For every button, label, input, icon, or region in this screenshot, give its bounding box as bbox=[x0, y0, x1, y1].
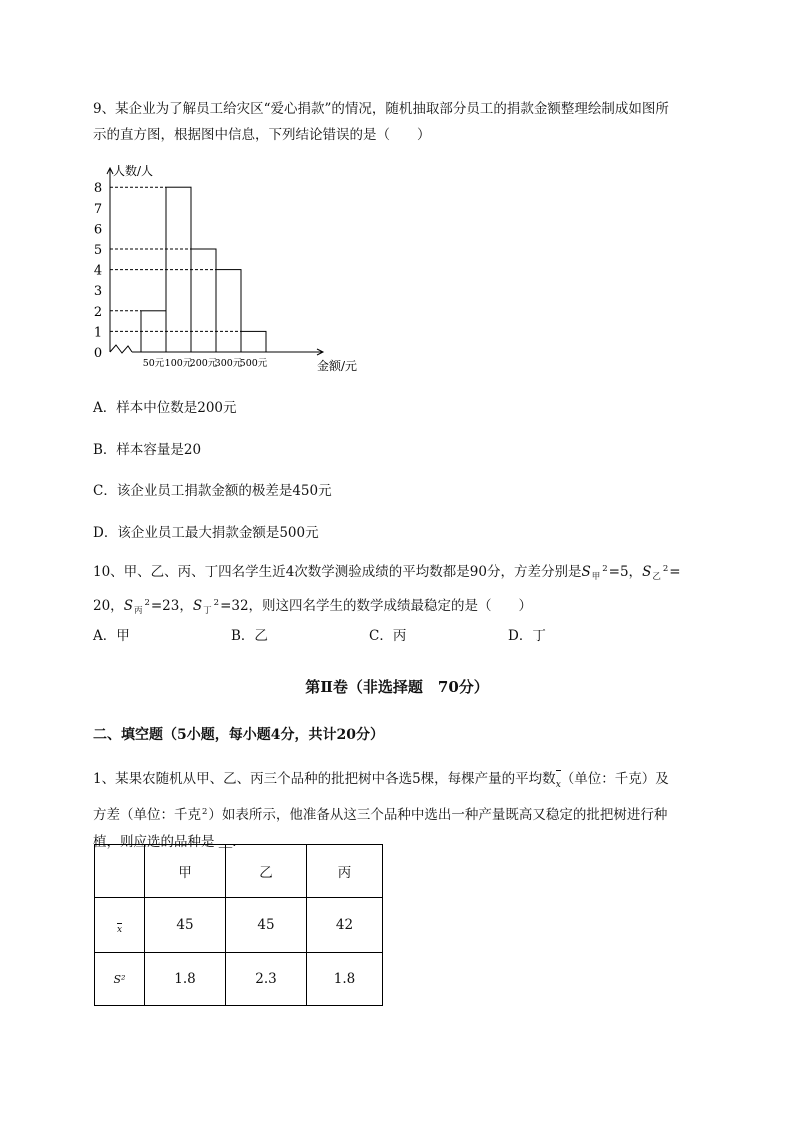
y-tick-label: 1 bbox=[93, 325, 103, 341]
histogram-bar bbox=[241, 331, 266, 352]
section-heading: 二、填空题（5小题，每小题4分，共计20分） bbox=[93, 727, 384, 743]
variance-label: S² bbox=[113, 973, 126, 986]
x-bar-symbol: x bbox=[556, 772, 561, 799]
table-corner-cell bbox=[95, 845, 145, 898]
y-tick-label: 5 bbox=[93, 243, 103, 258]
table-row-mean bbox=[95, 898, 383, 953]
q9-line2: 示的直方图，根据图中信息，下列结论错误的是（ ） bbox=[93, 127, 431, 143]
data-table bbox=[94, 844, 383, 1006]
var-jia: 1.8 bbox=[145, 953, 226, 1006]
q9-option-c: C．该企业员工捐款金额的极差是450元 bbox=[93, 483, 332, 499]
mean-bing: 42 bbox=[307, 898, 383, 953]
histogram-bar bbox=[216, 270, 241, 352]
x-tick-label: 50元 bbox=[142, 358, 165, 369]
fill1-line3: 植，则应选的品种是 ＿． bbox=[93, 834, 246, 850]
q9-option-d: D．该企业员工最大捐款金额是500元 bbox=[93, 524, 319, 541]
mean-yi: 45 bbox=[226, 898, 307, 953]
y-tick-label: 6 bbox=[93, 222, 103, 238]
table-header-bing: 丙 bbox=[307, 845, 383, 898]
y-tick-label: 0 bbox=[93, 346, 103, 361]
q10-line2: 20，$S_丙^2=23$，$S_丁^2=32$，则这四名学生的数学成绩最稳定的是（ ） bbox=[93, 598, 533, 616]
x-tick-label: 500元 bbox=[239, 358, 268, 369]
question-10 bbox=[93, 556, 733, 624]
x-tick-label: 100元 bbox=[164, 358, 193, 369]
fill-question-1 bbox=[93, 766, 733, 856]
y-tick-label: 7 bbox=[93, 201, 103, 217]
q9-option-a: A．样本中位数是200元 bbox=[93, 400, 237, 416]
var-yi: 2.3 bbox=[226, 953, 307, 1006]
histogram-chart bbox=[88, 160, 378, 375]
q10-option-d: D．丁 bbox=[508, 628, 546, 644]
y-axis-label: 人数/人 bbox=[113, 164, 154, 178]
axis-break-mark bbox=[110, 345, 132, 353]
q10-line1: 10、甲、乙、丙、丁四名学生近4次数学测验成绩的平均数都是90分，方差分别是$S_甲^2=5$，$S_乙^2=$ bbox=[93, 564, 681, 582]
table-row-variance bbox=[95, 953, 383, 1006]
histogram-bar bbox=[191, 249, 216, 352]
mean-label-cell bbox=[95, 898, 145, 953]
y-tick-label: 8 bbox=[93, 181, 103, 197]
var-bing: 1.8 bbox=[307, 953, 383, 1006]
x-axis-label: 金额/元 bbox=[317, 359, 358, 373]
y-tick-label: 4 bbox=[93, 263, 103, 279]
x-tick-label: 200元 bbox=[189, 358, 218, 369]
table-header-yi: 乙 bbox=[226, 845, 307, 898]
q9-line1: 9、某企业为了解员工给灾区“爱心捐款”的情况，随机抽取部分员工的捐款金额整理绘制成如图所 bbox=[93, 101, 669, 117]
mean-label: x bbox=[116, 924, 123, 935]
y-tick-label: 3 bbox=[93, 284, 103, 300]
mean-jia: 45 bbox=[145, 898, 226, 953]
part2-title: 第Ⅱ卷（非选择题 70分） bbox=[305, 678, 489, 696]
q9-option-b: B．样本容量是20 bbox=[93, 441, 202, 458]
q9-options bbox=[93, 388, 733, 554]
y-tick-label: 2 bbox=[93, 304, 103, 320]
table-header-jia: 甲 bbox=[145, 845, 226, 898]
variance-label-cell bbox=[95, 953, 145, 1006]
q10-option-c: C．丙 bbox=[369, 628, 407, 644]
table-header-row bbox=[95, 845, 383, 898]
fill1-line1: 1、某果农随机从甲、乙、丙三个品种的批把树中各选5棵，每棵产量的平均数x（单位：千克）及 bbox=[93, 766, 733, 799]
q10-option-a: A．甲 bbox=[93, 628, 130, 644]
x-tick-label: 300元 bbox=[214, 358, 243, 369]
q10-option-b: B．乙 bbox=[231, 628, 268, 644]
question-9 bbox=[93, 96, 733, 148]
fill1-line2: 方差（单位：千克$^2$）如表所示，他准备从这三个品种中选出一种产量既高又稳定的批把树进行种 bbox=[93, 807, 668, 823]
